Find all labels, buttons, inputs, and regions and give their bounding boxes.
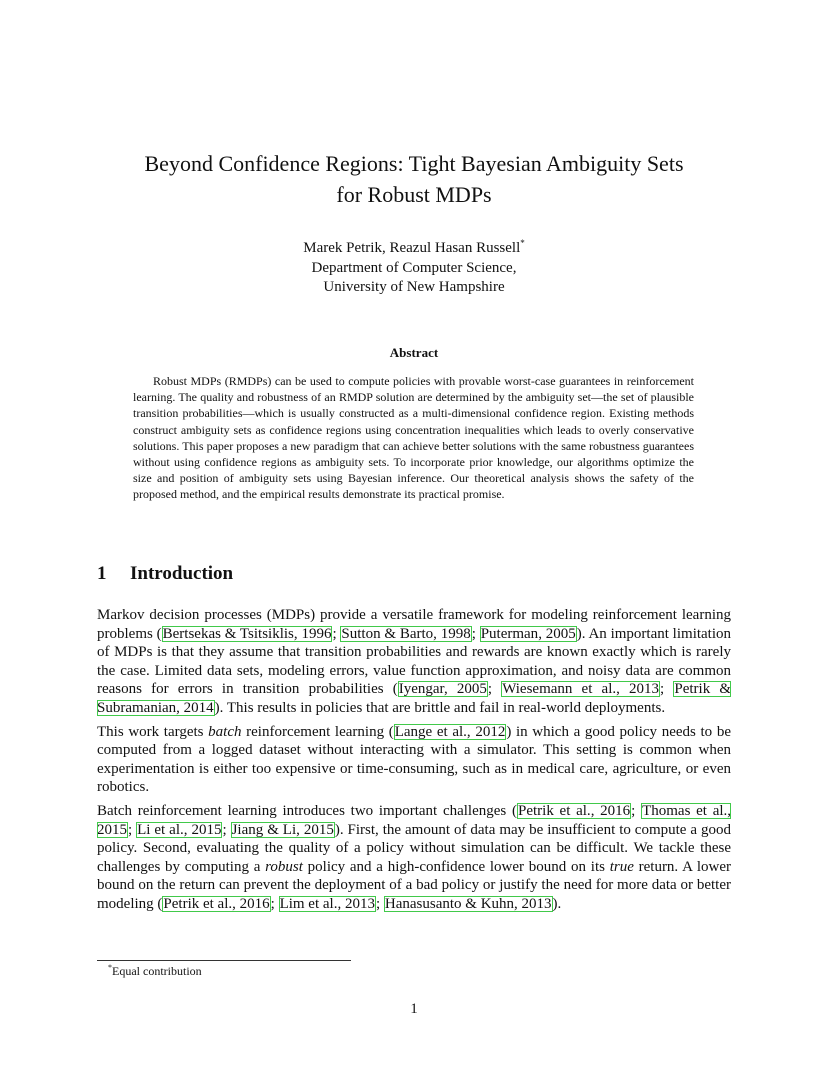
text-run: This work targets	[97, 723, 209, 740]
citation-link[interactable]: Petrik & Subramanian, 2014	[97, 681, 732, 716]
text-run: return. A lower bound on the return can prevent the deployment of a bad policy or justify the need for more data or better modeling (	[97, 858, 732, 912]
university: University of New Hampshire	[323, 279, 505, 295]
title-line-2: for Robust MDPs	[336, 182, 492, 207]
citation-link[interactable]: Thomas et al., 2015	[97, 802, 732, 838]
abstract-text: Robust MDPs (RMDPs) can be used to compute policies with provable worst-case guarantees in reinforcement learning. The quality and robustness of an RMDP solution are determined by the ambiguity set—the set of plausible transition probabilities—which is usually constructed as a multi-dimensional confidence region. Existing methods construct ambiguity sets as confidence regions using concentration inequalities which leads to overly conservative solutions. This paper proposes a new paradigm that can achieve better solutions with the same robustness guarantees without using confidence regions as ambiguity sets. To incorporate prior knowledge, our algorithms optimize the size and position of ambiguity sets using Bayesian inference. Our theoretical analysis shows the safety of the proposed method, and the empirical results demonstrate its practical promise.	[133, 374, 694, 502]
text-run: ). First, the amount of data may be insufficient to compute a good policy. Second, evaluating the quality of a policy without simulation can be difficult. We tackle these challenges by computing a	[97, 821, 732, 875]
footnote-divider	[97, 960, 351, 961]
section-title: Introduction	[130, 563, 234, 584]
author-names	[160, 234, 668, 259]
emphasis: batch	[208, 723, 242, 740]
department: Department of Computer Science,	[311, 259, 517, 276]
footnote-mark: *	[108, 963, 112, 972]
text-run: ).	[552, 895, 562, 912]
citation-link[interactable]: Petrik et al., 2016	[163, 895, 270, 912]
citation-link[interactable]: Jiang & Li, 2015	[231, 821, 334, 838]
text-run: ) in which a good policy needs to be computed from a logged dataset without interacting with a simulator. This setting is common when experimentation is either too expensive or time-consuming, such as in medical care, agriculture, or even robotics.	[97, 723, 731, 796]
body-text	[97, 606, 731, 919]
text-run: policy and a high-confidence lower bound on its	[302, 858, 610, 875]
citation-link[interactable]: Puterman, 2005	[480, 625, 576, 642]
citation-link[interactable]: Bertsekas & Tsitsiklis, 1996	[162, 625, 332, 642]
text-run: ). An important limitation of MDPs is that they assume that transition probabilities and rewards are known exactly which is rarely the case. Limited data sets, modeling errors, value function approximation, and noisy data are common reasons for errors in transition probabilities (	[97, 625, 732, 698]
footnote	[108, 963, 202, 979]
footnote-text: Equal contribution	[112, 964, 202, 978]
citation-link[interactable]: Sutton & Barto, 1998	[341, 625, 471, 642]
citation-link[interactable]: Lange et al., 2012	[394, 723, 506, 740]
abstract-heading: Abstract	[389, 345, 439, 360]
citation-link[interactable]: Li et al., 2015	[137, 821, 222, 838]
title-line-1: Beyond Confidence Regions: Tight Bayesian Ambiguity Sets	[144, 151, 684, 176]
author-list: Marek Petrik, Reazul Hasan Russell	[303, 240, 521, 256]
citation-link[interactable]: Wiesemann et al., 2013	[502, 681, 660, 698]
author-block	[160, 234, 668, 298]
paragraph-3: Batch reinforcement learning introduces two important challenges (Petrik et al., 2016; Thomas et al., 2015; Li et al., 2015; Jiang & Li, 2015). First, the amount of data may be insufficient to compute a good policy. Second, evaluating the quality of a policy without simulation can be difficult. We tackle these challenges by computing a robust policy and a high-confidence lower bound on its true return. A lower bound on the return can prevent the deployment of a bad policy or justify the need for more data or better modeling (Petrik et al., 2016; Lim et al., 2013; Hanasusanto & Kuhn, 2013).	[97, 802, 732, 912]
paragraph-2	[97, 723, 731, 797]
text-run: ). This results in policies that are brittle and fail in real-world deployments.	[214, 699, 666, 716]
text-run: reinforcement learning (	[241, 723, 394, 740]
text-run: Markov decision processes (MDPs) provide a versatile framework for modeling reinforcement learning problems (	[97, 607, 731, 642]
citation-link[interactable]: Hanasusanto & Kuhn, 2013	[384, 895, 552, 912]
author-footnote-mark: *	[520, 238, 525, 248]
section-number: 1	[97, 563, 107, 584]
paragraph-1: Markov decision processes (MDPs) provide a versatile framework for modeling reinforcement learning problems (Bertsekas & Tsitsiklis, 1996; Sutton & Barto, 1998; Puterman, 2005). An important limitation of MDPs is that they assume that transition probabilities and rewards are known exactly which is rarely the case. Limited data sets, modeling errors, value function approximation, and noisy data are common reasons for errors in transition probabilities (Iyengar, 2005; Wiesemann et al., 2013; Petrik & Subramanian, 2014). This results in policies that are brittle and fail in real-world deployments.	[97, 607, 732, 716]
citation-link[interactable]: Lim et al., 2013	[279, 895, 375, 912]
paper-title	[60, 148, 768, 210]
section-heading	[97, 563, 233, 585]
emphasis: true	[609, 858, 634, 875]
emphasis: robust	[265, 858, 303, 875]
page-number: 1	[410, 1001, 418, 1017]
citation-link[interactable]: Iyengar, 2005	[398, 681, 487, 698]
citation-link[interactable]: Petrik et al., 2016	[517, 802, 631, 819]
text-run: Batch reinforcement learning introduces two important challenges (	[97, 802, 517, 819]
